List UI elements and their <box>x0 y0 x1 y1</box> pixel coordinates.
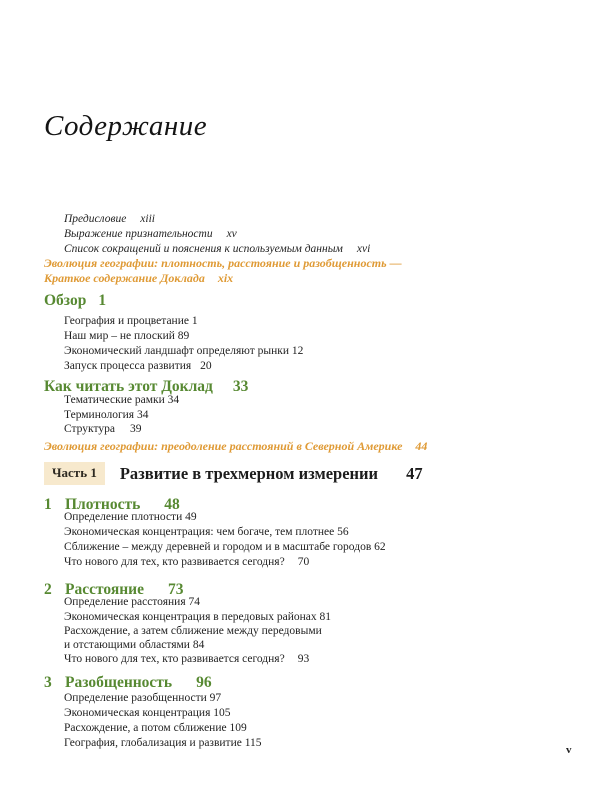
toc-entry-page: 39 <box>129 423 142 436</box>
toc-entry <box>64 422 179 437</box>
chapter-label: Разобщенность <box>65 674 173 691</box>
chapter-page: 73 <box>167 581 184 598</box>
section-heading-overview <box>44 292 106 310</box>
chapter-3-items <box>64 691 262 751</box>
toc-entry <box>64 344 303 359</box>
overview-items <box>64 314 303 374</box>
toc-entry <box>64 721 262 736</box>
toc-entry-label: Определение плотности <box>64 511 183 523</box>
toc-entry-page: 81 <box>319 611 332 624</box>
toc-entry-page: 34 <box>136 408 149 421</box>
part1-title: Развитие в трехмерном измерении <box>119 463 379 483</box>
toc-entry-label: География, глобализация и развитие <box>64 737 242 750</box>
toc-entry-label-line2: и отстающими областями <box>64 638 190 651</box>
part1-tag-badge: Часть 1 <box>44 462 105 485</box>
toc-entry-page: 56 <box>337 526 349 539</box>
chapter-number: 2 <box>44 581 52 598</box>
toc-entry-page: xiii <box>140 213 155 225</box>
section-label: Обзор <box>44 292 87 309</box>
toc-entry-page: 97 <box>209 692 222 704</box>
section-page: 33 <box>232 378 249 395</box>
chapter-page: 48 <box>164 496 180 513</box>
toc-entry-page: 74 <box>188 596 200 608</box>
toc-entry <box>64 736 262 751</box>
toc-entry <box>64 525 386 540</box>
toc-entry-label: Что нового для тех, кто развивается сегодня? <box>64 556 285 569</box>
toc-entry <box>64 625 394 652</box>
toc-entry-label: Что нового для тех, кто развивается сегодня? <box>64 653 285 666</box>
essay-label: Эволюция географии: преодоление расстояний в Северной Америке <box>44 439 403 453</box>
toc-entry <box>64 212 370 227</box>
chapter-number: 1 <box>44 496 52 513</box>
toc-entry-page: 1 <box>191 315 198 327</box>
toc-entry-label: Расхождение, а потом сближение <box>64 722 227 735</box>
toc-entry-label: Наш мир – не плоский <box>64 330 175 343</box>
toc-entry-label: Запуск процесса развития <box>64 360 192 373</box>
toc-entry-page: 34 <box>167 394 180 406</box>
section-label: Как читать этот Доклад <box>44 378 213 395</box>
toc-entry-label: Экономический ландшафт определяют рынки <box>64 345 289 358</box>
essay-line: Эволюция географии: плотность, расстояние и разобщенность — <box>44 256 402 270</box>
toc-entry-label: Экономическая концентрация в передовых районах <box>64 611 317 624</box>
toc-entry <box>64 510 386 525</box>
how-to-read-items <box>64 393 179 437</box>
toc-entry-page: 109 <box>229 722 247 735</box>
toc-entry-page: 62 <box>374 541 386 554</box>
toc-entry <box>64 706 262 721</box>
part1-heading-row <box>44 462 423 485</box>
toc-entry-page: 20 <box>200 360 212 373</box>
toc-entry <box>64 359 303 374</box>
toc-entry-label: Терминология <box>64 408 135 421</box>
toc-entry <box>64 610 394 625</box>
toc-entry <box>64 408 179 423</box>
toc-entry <box>64 393 179 408</box>
toc-entry-label: Выражение признательности <box>64 228 213 241</box>
toc-entry-page: xv <box>226 228 237 241</box>
toc-entry-label: Список сокращений и пояснения к используемым данным <box>64 243 343 256</box>
part1-page: 47 <box>406 463 423 483</box>
essay-label: Краткое содержание Доклада <box>44 271 205 285</box>
essay-entry-geography-evolution-2 <box>44 439 427 454</box>
toc-entry-page: 12 <box>291 345 304 358</box>
toc-entry-page: 84 <box>192 638 205 651</box>
chapter-heading-3 <box>44 674 212 692</box>
toc-entry-page: 70 <box>297 556 310 569</box>
toc-entry-page: xvi <box>356 243 371 256</box>
toc-entry-label: Определение расстояния <box>64 596 186 608</box>
toc-entry <box>64 691 262 706</box>
chapter-label: Плотность <box>65 496 141 513</box>
chapter-label: Расстояние <box>65 581 144 598</box>
chapter-1-items <box>64 510 386 570</box>
chapter-2-items <box>64 595 394 667</box>
toc-entry-label: Предисловие <box>64 213 127 225</box>
toc-entry-page: 49 <box>185 511 197 523</box>
chapter-number: 3 <box>44 674 52 691</box>
toc-entry <box>64 595 394 610</box>
essay-page: 44 <box>415 439 428 453</box>
section-page: 1 <box>98 292 107 309</box>
toc-entry-page: 89 <box>177 330 190 343</box>
toc-entry <box>64 329 303 344</box>
toc-entry-label: Структура <box>64 423 115 436</box>
toc-entry-page: 105 <box>213 707 231 720</box>
page-title: Содержание <box>44 110 208 142</box>
chapter-page: 96 <box>196 674 212 691</box>
toc-entry-label: Определение разобщенности <box>64 692 207 704</box>
essay-entry-geography-evolution-1 <box>44 256 402 286</box>
toc-entry-page: 115 <box>244 737 262 750</box>
toc-entry <box>64 227 370 242</box>
essay-page: xix <box>217 271 234 285</box>
front-matter-list <box>64 212 370 257</box>
folio-page-number: v <box>566 744 572 756</box>
toc-entry <box>64 652 394 667</box>
toc-entry <box>64 555 386 570</box>
toc-entry-label: Экономическая концентрация <box>64 707 211 720</box>
toc-entry-label: Экономическая концентрация: чем богаче, тем плотнее <box>64 526 335 539</box>
toc-entry-label: Сближение – между деревней и городом и в масштабе городов <box>64 541 372 554</box>
toc-entry-label: Тематические рамки <box>64 394 165 406</box>
toc-entry-label: География и процветание <box>64 315 189 327</box>
toc-entry-page: 93 <box>297 653 310 666</box>
essay-line <box>44 271 402 286</box>
toc-entry <box>64 314 303 329</box>
toc-entry <box>64 540 386 555</box>
toc-entry-label: Расхождение, а затем сближение между передовыми <box>64 625 322 638</box>
